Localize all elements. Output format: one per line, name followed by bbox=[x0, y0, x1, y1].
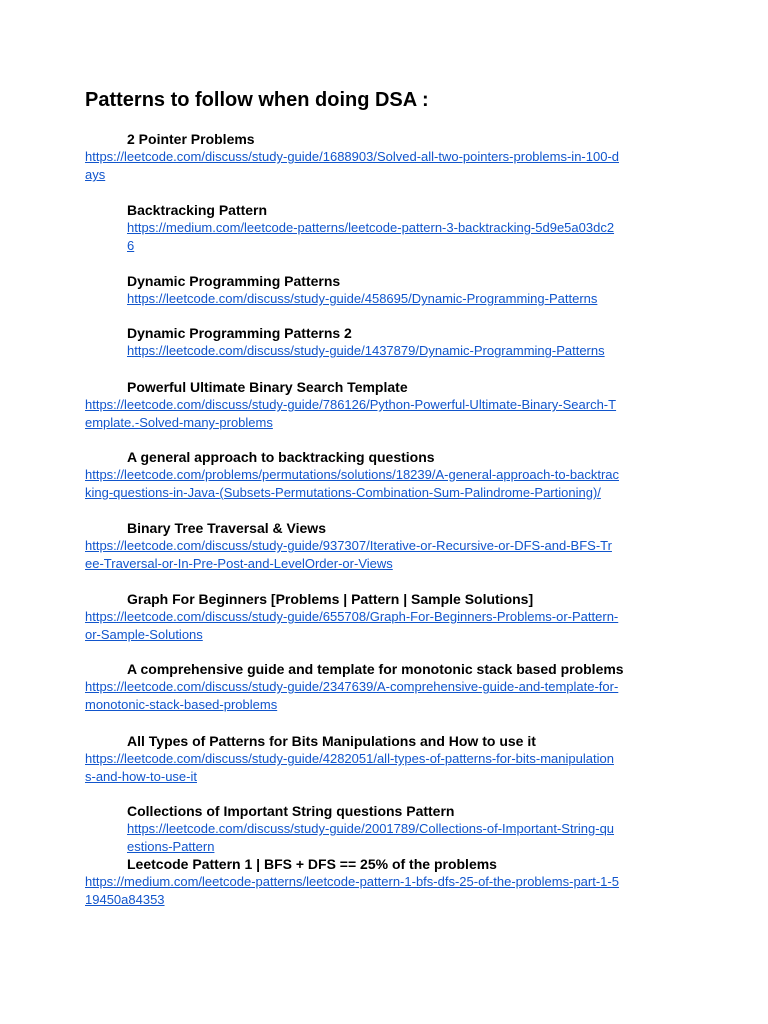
resource-link[interactable]: https://medium.com/leetcode-patterns/leetcode-pattern-3-backtracking-5d9e5a03dc26 bbox=[127, 220, 615, 253]
resource-link[interactable]: https://leetcode.com/discuss/study-guide/2347639/A-comprehensive-guide-and-template-for-monotonic-stack-based-problems bbox=[85, 679, 619, 712]
list-item-label: A general approach to backtracking questions bbox=[127, 449, 435, 465]
list-item-label: Dynamic Programming Patterns bbox=[127, 273, 341, 289]
resource-link[interactable]: https://leetcode.com/discuss/study-guide/937307/Iterative-or-Recursive-or-DFS-and-BFS-Tree-Traversal-or-In-Pre-Post-and-LevelOrder-or-Views bbox=[85, 538, 612, 571]
list-item-label: All Types of Patterns for Bits Manipulations and How to use it bbox=[127, 733, 536, 749]
resource-link[interactable]: https://leetcode.com/discuss/study-guide/655708/Graph-For-Beginners-Problems-or-Pattern-or-Sample-Solutions bbox=[85, 609, 619, 642]
resource-link[interactable]: https://leetcode.com/discuss/study-guide/4282051/all-types-of-patterns-for-bits-manipulations-and-how-to-use-it bbox=[85, 751, 614, 784]
resource-link[interactable]: https://leetcode.com/discuss/study-guide/786126/Python-Powerful-Ultimate-Binary-Search-Template.-Solved-many-problems bbox=[85, 397, 617, 430]
list-item-label: Powerful Ultimate Binary Search Template bbox=[127, 379, 408, 395]
list-item-label: Dynamic Programming Patterns 2 bbox=[127, 325, 352, 341]
resource-link[interactable]: https://medium.com/leetcode-patterns/leetcode-pattern-1-bfs-dfs-25-of-the-problems-part-1-519450a84353 bbox=[85, 874, 619, 907]
resource-link[interactable]: https://leetcode.com/discuss/study-guide/1688903/Solved-all-two-pointers-problems-in-100-days bbox=[85, 149, 619, 182]
resource-link[interactable]: https://leetcode.com/discuss/study-guide/458695/Dynamic-Programming-Patterns bbox=[127, 291, 598, 306]
list-item-label: Collections of Important String questions Pattern bbox=[127, 803, 455, 819]
list-item-label: Graph For Beginners [Problems | Pattern | Sample Solutions] bbox=[127, 591, 534, 607]
page-title: Patterns to follow when doing DSA : bbox=[85, 89, 429, 111]
resource-link[interactable]: https://leetcode.com/problems/permutations/solutions/18239/A-general-approach-to-backtracking-questions-in-Java-(Subsets-Permutations-Combination-Sum-Palindrome-Partioning)/ bbox=[85, 467, 620, 500]
resource-link[interactable]: https://leetcode.com/discuss/study-guide/2001789/Collections-of-Important-String-questions-Pattern bbox=[127, 821, 615, 854]
list-item-label: 2 Pointer Problems bbox=[127, 131, 255, 147]
list-item-label: Binary Tree Traversal & Views bbox=[127, 520, 326, 536]
list-item-label: Backtracking Pattern bbox=[127, 202, 268, 218]
list-item-label: Leetcode Pattern 1 | BFS + DFS == 25% of the problems bbox=[127, 856, 497, 872]
resource-link[interactable]: https://leetcode.com/discuss/study-guide/1437879/Dynamic-Programming-Patterns bbox=[127, 343, 605, 358]
list-item-label: A comprehensive guide and template for monotonic stack based problems bbox=[127, 661, 624, 677]
